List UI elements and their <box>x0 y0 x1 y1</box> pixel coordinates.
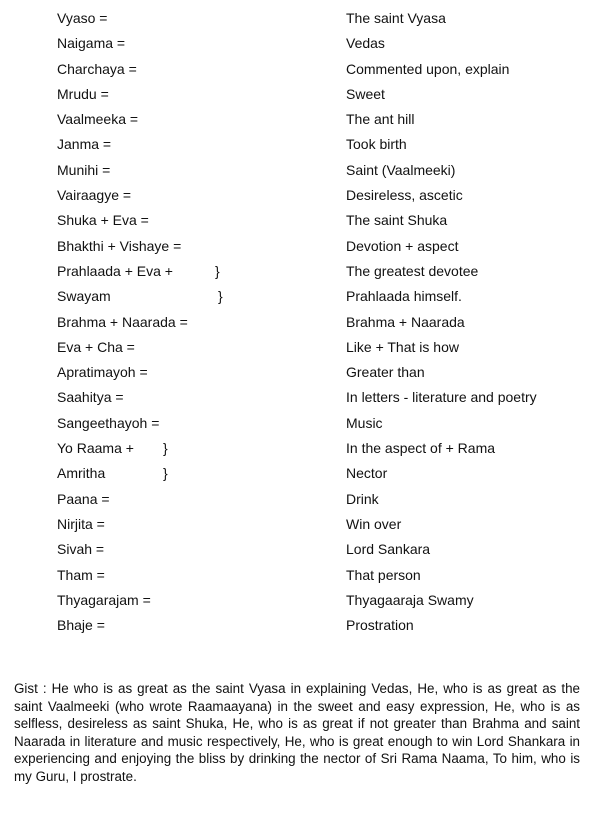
glossary-table <box>0 6 600 638</box>
glossary-term: Vaalmeeka = <box>57 111 139 128</box>
grouping-brace: } <box>163 465 168 482</box>
glossary-row <box>0 183 600 208</box>
glossary-row <box>0 411 600 436</box>
glossary-term: Charchaya = <box>57 60 137 77</box>
glossary-meaning: That person <box>346 566 421 583</box>
glossary-meaning: Lord Sankara <box>346 541 431 558</box>
glossary-meaning: Brahma + Naarada <box>346 313 465 330</box>
glossary-row <box>0 31 600 56</box>
glossary-term: Amritha <box>57 465 106 482</box>
glossary-meaning: Devotion + aspect <box>346 237 459 254</box>
glossary-term: Munihi = <box>57 161 111 178</box>
grouping-brace: } <box>218 288 223 305</box>
glossary-term: Shuka + Eva = <box>57 212 149 229</box>
glossary-row <box>0 82 600 107</box>
glossary-row <box>0 512 600 537</box>
glossary-row <box>0 487 600 512</box>
glossary-meaning: In letters - literature and poetry <box>346 389 537 406</box>
gist-paragraph: Gist : He who is as great as the saint Vyasa in explaining Vedas, He, who is as great as the saint Vaalmeeki (who wrote Raamaayana) in the sweet and easy expression, He, who is as selfless, desireless as saint Shuka, He, who is as great if not greater than Brahma and saint Naarada in literature and music respectively, He, who is great enough to win Lord Shankara in experiencing and enjoying the bliss by drinking the nector of Sri Rama Naama, To him, who is my Guru, I prostrate. <box>14 681 580 784</box>
glossary-term: Saahitya = <box>57 389 124 406</box>
grouping-brace: } <box>215 262 220 279</box>
glossary-row <box>0 335 600 360</box>
glossary-row <box>0 132 600 157</box>
glossary-term: Sivah = <box>57 541 105 558</box>
glossary-row <box>0 461 600 486</box>
glossary-row <box>0 107 600 132</box>
glossary-row <box>0 259 600 284</box>
glossary-row <box>0 158 600 183</box>
glossary-row <box>0 588 600 613</box>
glossary-term: Paana = <box>57 490 110 507</box>
glossary-term: Thyagarajam = <box>57 591 151 608</box>
glossary-term: Apratimayoh = <box>57 364 148 381</box>
glossary-term: Bhaje = <box>57 617 105 634</box>
glossary-row <box>0 385 600 410</box>
glossary-term: Swayam <box>57 288 111 305</box>
glossary-meaning: Prahlaada himself. <box>346 288 462 305</box>
glossary-meaning: Like + That is how <box>346 338 459 355</box>
glossary-meaning: Thyagaaraja Swamy <box>346 591 474 608</box>
glossary-meaning: The greatest devotee <box>346 262 479 279</box>
glossary-meaning: Drink <box>346 490 379 507</box>
glossary-meaning: Greater than <box>346 364 425 381</box>
glossary-row <box>0 537 600 562</box>
glossary-row <box>0 360 600 385</box>
glossary-term: Brahma + Naarada = <box>57 313 188 330</box>
grouping-brace: } <box>163 440 168 457</box>
glossary-term: Naigama = <box>57 35 126 52</box>
glossary-meaning: Took birth <box>346 136 407 153</box>
glossary-meaning: Sweet <box>346 85 385 102</box>
glossary-term: Yo Raama + <box>57 440 134 457</box>
glossary-row <box>0 563 600 588</box>
glossary-meaning: Desireless, ascetic <box>346 187 463 204</box>
glossary-meaning: In the aspect of + Rama <box>346 440 496 457</box>
glossary-row <box>0 284 600 309</box>
glossary-meaning: Win over <box>346 515 402 532</box>
glossary-term: Bhakthi + Vishaye = <box>57 237 182 254</box>
glossary-row <box>0 208 600 233</box>
glossary-row <box>0 436 600 461</box>
glossary-meaning: Vedas <box>346 35 385 52</box>
glossary-term: Janma = <box>57 136 112 153</box>
glossary-row <box>0 6 600 31</box>
glossary-meaning: The saint Shuka <box>346 212 448 229</box>
glossary-meaning: Commented upon, explain <box>346 60 510 77</box>
glossary-term: Vyaso = <box>57 10 108 26</box>
glossary-row <box>0 234 600 259</box>
glossary-term: Vairaagye = <box>57 187 132 204</box>
glossary-term: Nirjita = <box>57 515 105 532</box>
glossary-term: Prahlaada + Eva + <box>57 262 173 279</box>
glossary-meaning: Nector <box>346 465 388 482</box>
glossary-meaning: Music <box>346 414 383 431</box>
glossary-row <box>0 310 600 335</box>
glossary-row <box>0 613 600 638</box>
glossary-meaning: The saint Vyasa <box>346 10 446 26</box>
glossary-term: Mrudu = <box>57 85 109 102</box>
glossary-term: Tham = <box>57 566 105 583</box>
glossary-meaning: The ant hill <box>346 111 415 128</box>
glossary-meaning: Saint (Vaalmeeki) <box>346 161 456 178</box>
glossary-row <box>0 57 600 82</box>
glossary-meaning: Prostration <box>346 617 414 634</box>
glossary-term: Eva + Cha = <box>57 338 135 355</box>
glossary-term: Sangeethayoh = <box>57 414 160 431</box>
